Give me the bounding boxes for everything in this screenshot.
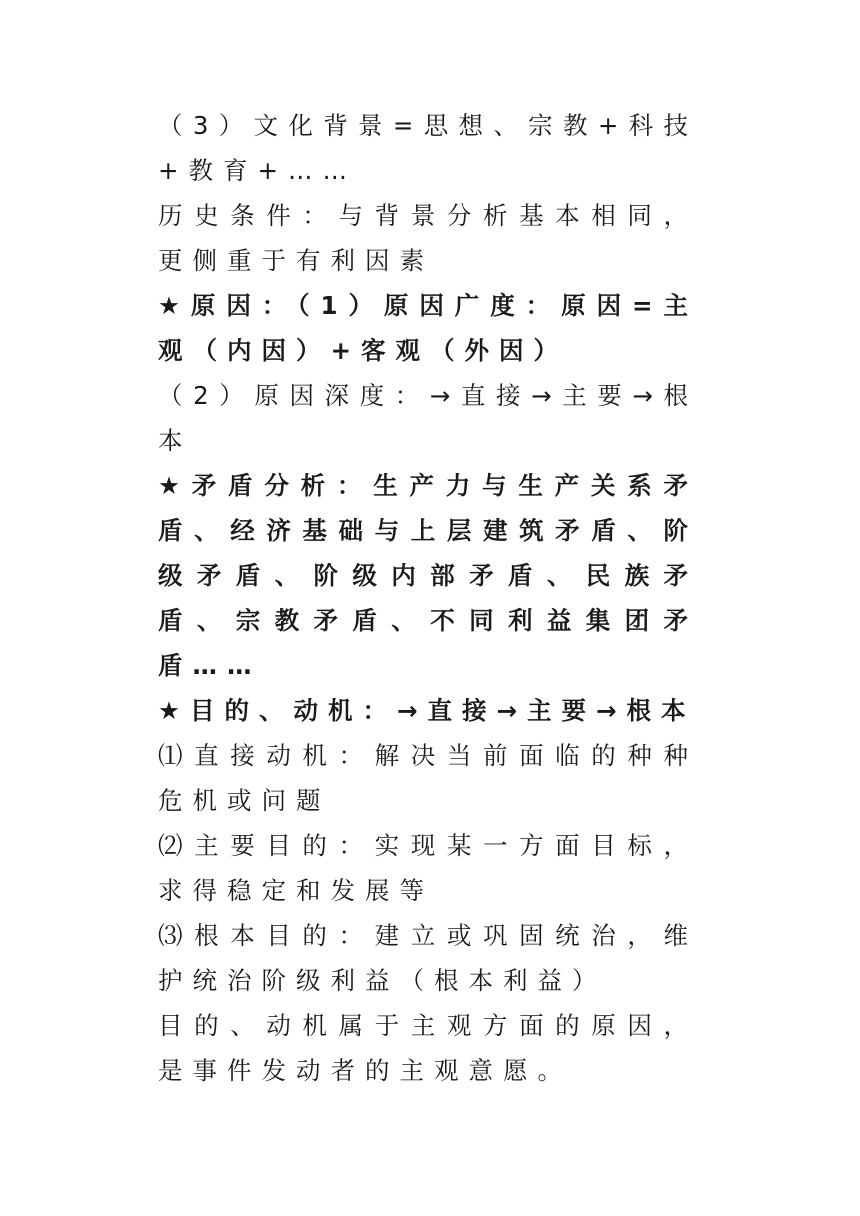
paragraph-fundamental-purpose: ⑶根本目的：建立或巩固统治，维护统治阶级利益（根本利益）	[158, 921, 698, 995]
paragraph-main-purpose: ⑵主要目的：实现某一方面目标，求得稳定和发展等	[158, 831, 698, 905]
paragraph-direct-motive: ⑴直接动机：解决当前面临的种种危机或问题	[158, 741, 698, 815]
paragraph-historical-conditions: 历史条件：与背景分析基本相同，更侧重于有利因素	[158, 201, 698, 275]
paragraph-subjective-note: 目的、动机属于主观方面的原因，是事件发动者的主观意愿。	[158, 1011, 698, 1085]
paragraph-causes-breadth: ★原因：（1）原因广度：原因=主观（内因）+客观（外因）	[158, 291, 698, 365]
paragraph-cultural-background: （3）文化背景=思想、宗教+科技+教育+……	[158, 111, 698, 185]
paragraph-contradiction-analysis: ★矛盾分析：生产力与生产关系矛盾、经济基础与上层建筑矛盾、阶级矛盾、阶级内部矛盾、民族矛盾、宗教矛盾、不同利益集团矛盾……	[158, 471, 698, 680]
paragraph-causes-depth: （2）原因深度：→直接→主要→根本	[158, 381, 698, 455]
paragraph-purpose-motive: ★目的、动机：→直接→主要→根本	[158, 696, 696, 725]
document-page	[158, 103, 698, 1093]
